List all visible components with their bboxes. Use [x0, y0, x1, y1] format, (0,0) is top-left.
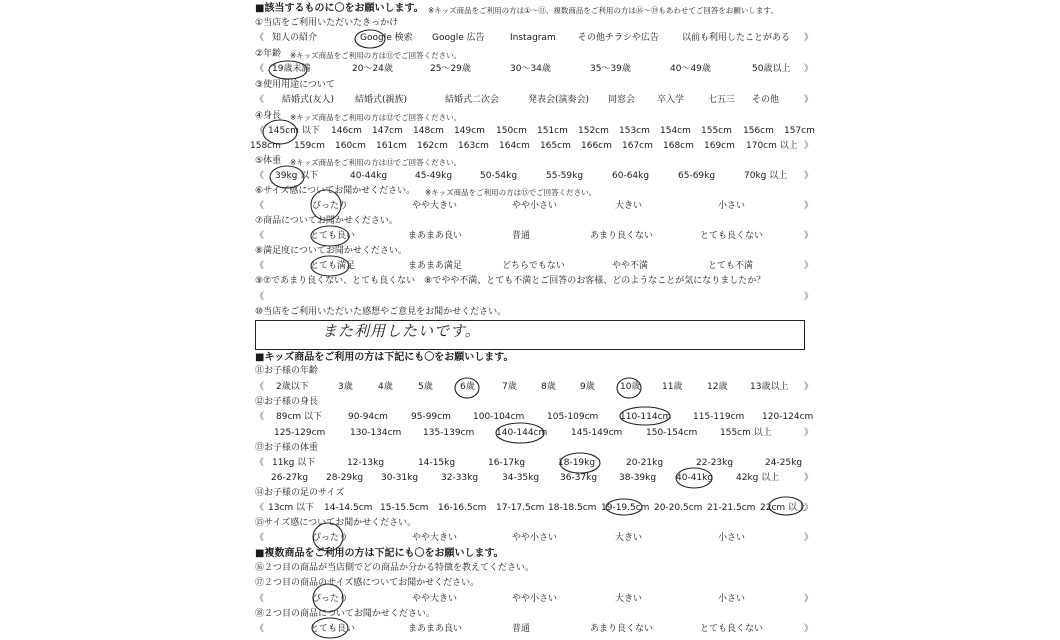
q1-option: Google 検索: [360, 33, 413, 43]
bracket-open: 《: [255, 126, 265, 136]
q13-option: 24-25kg: [765, 458, 803, 468]
q13-option: 12-13kg: [347, 458, 385, 468]
q1-label: ①当店をご利用いただいたきっかけ: [255, 18, 399, 28]
q2-label: ②年齢: [255, 49, 282, 59]
q5-option: 39kg 以下: [275, 171, 319, 181]
q15-option: 大きい: [615, 533, 643, 543]
q1-option: 知人の紹介: [272, 33, 318, 43]
bracket-open: 《: [255, 412, 265, 422]
q6-option: ぴったり: [312, 201, 349, 211]
bracket-close: 》: [804, 201, 814, 211]
q10-label: ⑩当店をご利用いただいた感想やご意見をお聞かせください。: [255, 307, 507, 317]
q14-option: 13cm 以下: [268, 503, 315, 513]
q11-option: 12歳: [707, 382, 728, 392]
q18-label: ⑱２つ目の商品についてお聞かせください。: [255, 609, 435, 619]
q11-option: 2歳以下: [276, 382, 309, 392]
q6-label: ⑥サイズ感についてお聞かせください。: [255, 186, 416, 196]
q12-label: ⑫お子様の身長: [255, 397, 319, 407]
q3-option: 七五三: [708, 95, 736, 105]
q5-option: 50-54kg: [480, 171, 518, 181]
q14-option: 16-16.5cm: [438, 503, 487, 513]
bracket-close: 》: [804, 231, 814, 241]
q2-option: 40～49歳: [670, 64, 711, 74]
q14-option: 20-20.5cm: [654, 503, 703, 513]
bracket-close: 》: [804, 33, 814, 43]
bracket-close: 》: [804, 428, 814, 438]
q4-option: 168cm: [663, 141, 694, 151]
q1-option: Google 広告: [432, 33, 485, 43]
q8-option: まあまあ満足: [408, 261, 463, 271]
q6-option: やや小さい: [512, 201, 558, 211]
q18-option: 普通: [512, 624, 531, 634]
q11-option: 9歳: [580, 382, 595, 392]
q14-option: 15-15.5cm: [380, 503, 429, 513]
q4-option: 149cm: [454, 126, 485, 136]
q2-option: 19歳未満: [272, 64, 311, 74]
q11-option: 13歳以上: [750, 382, 789, 392]
q5-label: ⑤体重: [255, 156, 282, 166]
q4-option: 155cm: [701, 126, 732, 136]
q1-option: 以前も利用したことがある: [682, 33, 791, 43]
q13-option: 42kg 以上: [736, 473, 780, 483]
q8-label: ⑧満足度についてお聞かせください。: [255, 246, 407, 256]
q11-option: 8歳: [541, 382, 556, 392]
q14-option: 18-18.5cm: [548, 503, 597, 513]
q3-option: 結婚式二次会: [445, 95, 500, 105]
q5-option: 60-64kg: [612, 171, 650, 181]
q17-option: 小さい: [718, 594, 746, 604]
bracket-close: 》: [804, 473, 814, 483]
q11-option: 4歳: [378, 382, 393, 392]
bracket-open: 《: [255, 503, 265, 513]
q15-option: 小さい: [718, 533, 746, 543]
bracket-close: 》: [804, 292, 814, 302]
bracket-open: 《: [255, 231, 265, 241]
q4-option: 146cm: [331, 126, 362, 136]
q4-option: 147cm: [372, 126, 403, 136]
bracket-close: 》: [804, 141, 814, 151]
q7-option: とても良くない: [700, 231, 764, 241]
q6-option: 小さい: [718, 201, 746, 211]
bracket-open: 《: [255, 292, 265, 302]
q4-option: 154cm: [660, 126, 691, 136]
q8-option: どちらでもない: [502, 261, 565, 271]
q4-option: 151cm: [537, 126, 568, 136]
q4-option: 145cm 以下: [268, 126, 320, 136]
q4-option: 167cm: [622, 141, 653, 151]
q13-option: 40-41kg: [676, 473, 714, 483]
q13-option: 16-17kg: [488, 458, 526, 468]
q7-option: 普通: [512, 231, 531, 241]
q13-option: 28-29kg: [326, 473, 364, 483]
q2-option: 30～34歳: [510, 64, 551, 74]
q5-option: 55-59kg: [546, 171, 584, 181]
q5-note: ※キッズ商品をご利用の方は⑬でご回答ください。: [290, 158, 462, 167]
q6-note: ※キッズ商品をご利用の方は⑮でご回答ください。: [425, 188, 597, 197]
q2-option: 35～39歳: [590, 64, 631, 74]
q18-option: あまり良くない: [590, 624, 654, 634]
q12-option: 115-119cm: [693, 412, 745, 422]
q17-option: やや大きい: [412, 594, 458, 604]
q12-option: 135-139cm: [423, 428, 475, 438]
q12-option: 120-124cm: [762, 412, 814, 422]
q8-option: やや不満: [612, 261, 649, 271]
q13-option: 30-31kg: [381, 473, 419, 483]
q7-label: ⑦商品についてお聞かせください。: [255, 216, 398, 226]
q18-option: とても良い: [310, 624, 356, 634]
q7-option: あまり良くない: [590, 231, 654, 241]
q5-option: 70kg 以上: [744, 171, 788, 181]
q11-option: 11歳: [662, 382, 683, 392]
q11-option: 6歳: [460, 382, 475, 392]
q4-option: 170cm 以上: [746, 141, 798, 151]
q13-option: 22-23kg: [696, 458, 734, 468]
q12-option: 155cm 以上: [720, 428, 772, 438]
q14-option: 14-14.5cm: [324, 503, 373, 513]
q7-option: まあまあ良い: [408, 231, 463, 241]
bracket-open: 《: [255, 382, 265, 392]
q3-option: その他: [752, 95, 780, 105]
section-title: ■該当するものに〇をお願いします。: [255, 3, 424, 14]
q3-option: 結婚式(友人): [282, 95, 335, 105]
q4-option: 152cm: [578, 126, 609, 136]
bracket-open: 《: [255, 64, 265, 74]
multi-section-title: ■複数商品をご利用の方は下記にも〇をお願いします。: [255, 548, 504, 559]
bracket-open: 《: [255, 533, 265, 543]
q4-label: ④身長: [255, 111, 282, 121]
bracket-open: 《: [255, 33, 265, 43]
q12-option: 95-99cm: [411, 412, 451, 422]
bracket-open: 《: [255, 624, 265, 634]
bracket-close: 》: [804, 261, 814, 271]
q6-option: やや大きい: [412, 201, 458, 211]
q4-option: 153cm: [619, 126, 650, 136]
q4-option: 161cm: [376, 141, 407, 151]
bracket-close: 》: [804, 64, 814, 74]
q11-option: 10歳: [620, 382, 641, 392]
q11-option: 5歳: [418, 382, 433, 392]
q4-option: 169cm: [704, 141, 735, 151]
bracket-open: 《: [255, 201, 265, 211]
q4-option: 165cm: [540, 141, 571, 151]
bracket-close: 》: [804, 382, 814, 392]
q4-option: 148cm: [413, 126, 444, 136]
q12-option: 89cm 以下: [276, 412, 323, 422]
q14-option: 21-21.5cm: [707, 503, 756, 513]
q13-option: 18-19kg: [558, 458, 596, 468]
q16-label: ⑯２つ目の商品が当店側でどの商品か分かる特徴を教えてください。: [255, 563, 535, 573]
q13-option: 36-37kg: [560, 473, 598, 483]
q11-option: 7歳: [502, 382, 517, 392]
q14-label: ⑭お子様の足のサイズ: [255, 488, 345, 498]
q14-option: 22cm 以上: [760, 503, 807, 513]
q13-option: 20-21kg: [626, 458, 664, 468]
q3-option: 結婚式(親族): [355, 95, 408, 105]
q3-label: ③使用用途について: [255, 80, 335, 90]
q3-option: 同窓会: [608, 95, 636, 105]
q4-note: ※キッズ商品をご利用の方は⑫でご回答ください。: [290, 113, 462, 122]
q12-option: 130-134cm: [350, 428, 402, 438]
q4-option: 158cm: [250, 141, 281, 151]
q14-option: 19-19.5cm: [601, 503, 650, 513]
q13-option: 34-35kg: [502, 473, 540, 483]
q12-option: 125-129cm: [274, 428, 326, 438]
q12-option: 140-144cm: [496, 428, 548, 438]
comment-box[interactable]: [255, 320, 805, 350]
q4-option: 160cm: [335, 141, 366, 151]
q17-label: ⑰２つ目の商品のサイズ感についてお聞かせください。: [255, 578, 480, 588]
q17-option: ぴったり: [312, 594, 349, 604]
q4-option: 164cm: [499, 141, 530, 151]
q4-option: 156cm: [743, 126, 774, 136]
bracket-open: 《: [255, 458, 265, 468]
q4-option: 163cm: [458, 141, 489, 151]
bracket-open: 《: [255, 171, 265, 181]
handwritten-answer: また利用したいです。: [322, 322, 481, 340]
q18-option: とても良くない: [700, 624, 764, 634]
q15-option: やや小さい: [512, 533, 558, 543]
q13-option: 11kg 以下: [272, 458, 316, 468]
bracket-open: 《: [255, 95, 265, 105]
bracket-close: 》: [804, 95, 814, 105]
q4-option: 166cm: [581, 141, 612, 151]
q12-option: 110-114cm: [620, 412, 672, 422]
q11-label: ⑪お子様の年齢: [255, 366, 319, 376]
q13-option: 14-15kg: [418, 458, 456, 468]
q13-option: 32-33kg: [441, 473, 479, 483]
q13-label: ⑬お子様の体重: [255, 443, 319, 453]
q3-option: 発表会(演奏会): [528, 95, 590, 105]
q12-option: 100-104cm: [473, 412, 525, 422]
q2-option: 20～24歳: [352, 64, 393, 74]
q4-option: 159cm: [294, 141, 325, 151]
q2-option: 25～29歳: [430, 64, 471, 74]
q12-option: 150-154cm: [646, 428, 698, 438]
q8-option: とても満足: [310, 261, 356, 271]
bracket-close: 》: [804, 594, 814, 604]
q1-option: その他チラシや広告: [578, 33, 660, 43]
bracket-open: 《: [255, 594, 265, 604]
header-note: ※キッズ商品をご利用の方は①～⑪、複数商品をご利用の方は⑯～⑲もあわせてご回答をお願いします。: [428, 6, 778, 15]
q8-option: とても不満: [708, 261, 754, 271]
q15-option: やや大きい: [412, 533, 458, 543]
q12-option: 90-94cm: [348, 412, 388, 422]
q7-option: とても良い: [310, 231, 356, 241]
bracket-close: 》: [804, 533, 814, 543]
q4-option: 150cm: [496, 126, 527, 136]
q2-note: ※キッズ商品をご利用の方は⑪でご回答ください。: [290, 51, 462, 60]
q6-option: 大きい: [615, 201, 643, 211]
q4-option: 157cm: [784, 126, 815, 136]
q15-label: ⑮サイズ感についてお聞かせください。: [255, 518, 417, 528]
q12-option: 105-109cm: [547, 412, 599, 422]
q12-option: 145-149cm: [571, 428, 623, 438]
q11-option: 3歳: [338, 382, 353, 392]
bracket-close: 》: [804, 624, 814, 634]
q14-option: 17-17.5cm: [496, 503, 545, 513]
q4-option: 162cm: [417, 141, 448, 151]
q5-option: 65-69kg: [678, 171, 716, 181]
q18-option: まあまあ良い: [408, 624, 463, 634]
q17-option: 大きい: [615, 594, 643, 604]
bracket-open: 《: [255, 261, 265, 271]
q9-label: ⑨⑦であまり良くない、とても良くない ⑧でやや不満、とても不満とご回答のお客様、どのようなことが気になりましたか？: [255, 276, 766, 286]
q13-option: 38-39kg: [619, 473, 657, 483]
q1-option: Instagram: [510, 33, 556, 43]
q17-option: やや小さい: [512, 594, 558, 604]
q2-option: 50歳以上: [752, 64, 791, 74]
q5-option: 40-44kg: [350, 171, 388, 181]
bracket-close: 》: [804, 171, 814, 181]
q3-option: 卒入学: [657, 95, 685, 105]
q15-option: ぴったり: [312, 533, 349, 543]
kids-section-title: ■キッズ商品をご利用の方は下記にも〇をお願いします。: [255, 352, 514, 363]
q13-option: 26-27kg: [271, 473, 309, 483]
q5-option: 45-49kg: [415, 171, 453, 181]
bracket-close: 》: [804, 503, 814, 513]
